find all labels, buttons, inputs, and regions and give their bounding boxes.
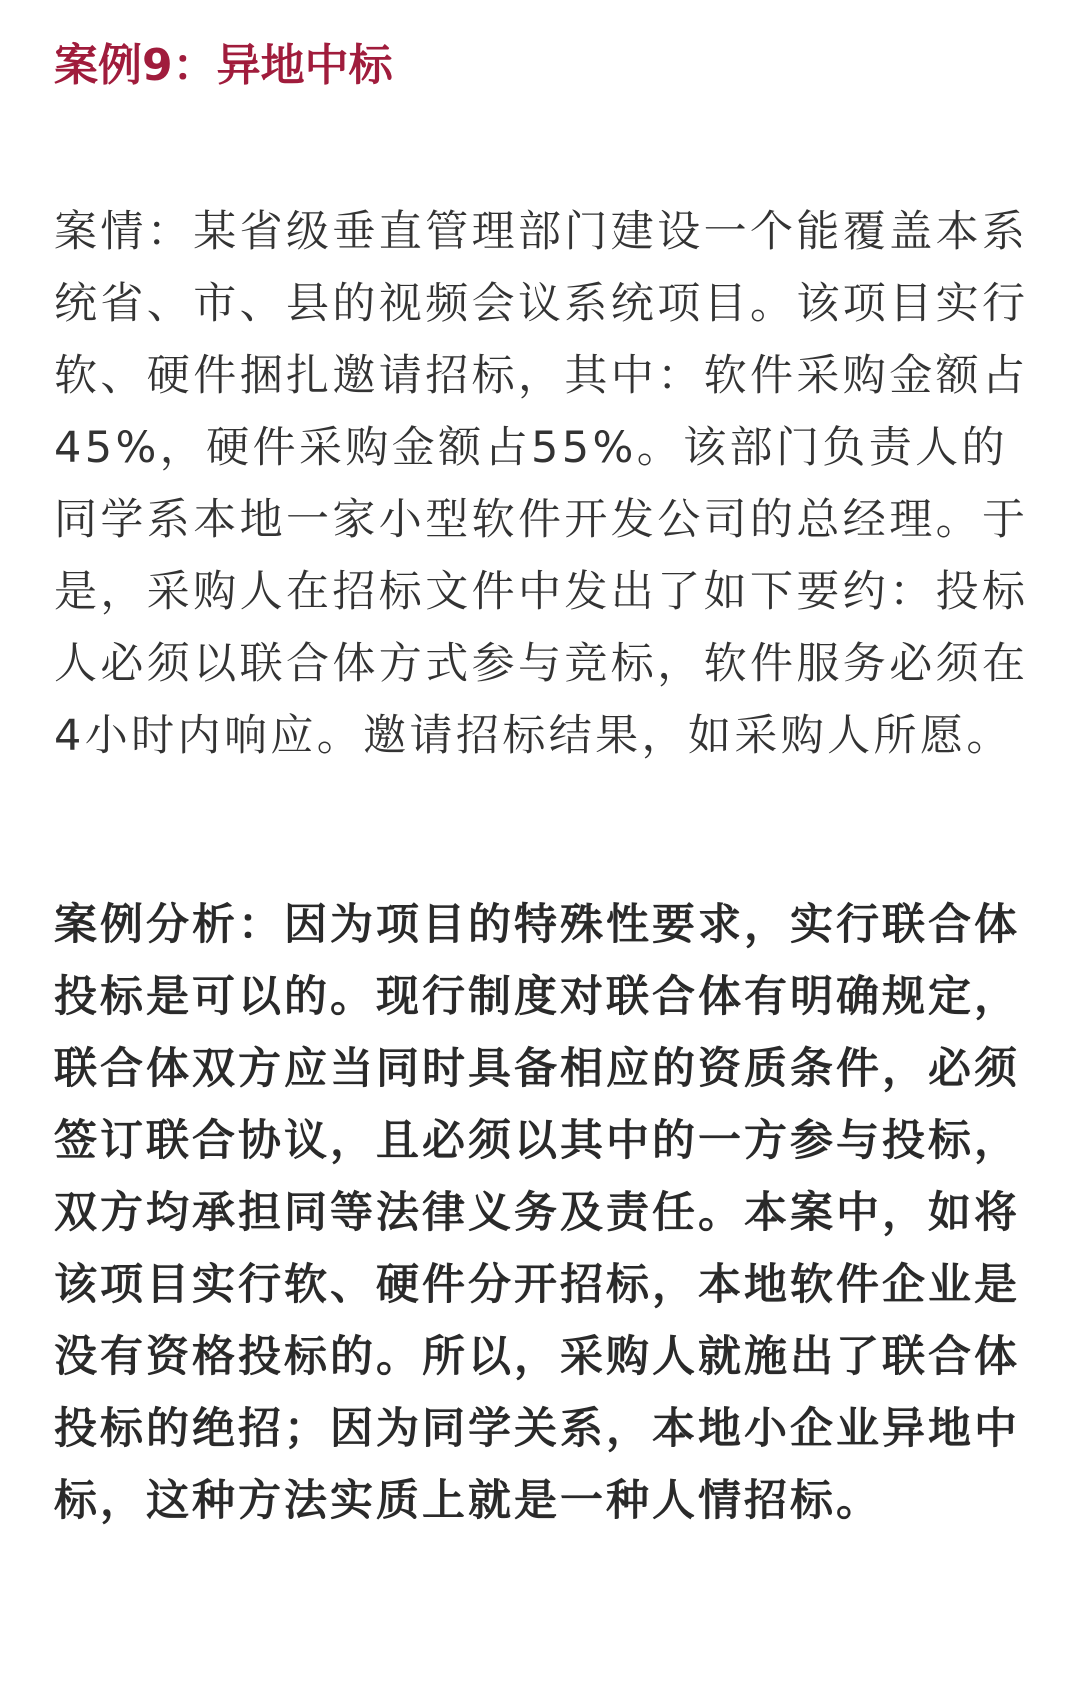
spacer — [54, 98, 1029, 196]
case-title: 案例9：异地中标 — [54, 40, 393, 91]
case-analysis: 案例分析：因为项目的特殊性要求，实行联合体投标是可以的。现行制度对联合体有明确规定，联合体双方应当同时具备相应的资质条件，必须签订联合协议，且必须以其中的一方参与投标，双方均承担同等法律义务及责任。本案中，如将该项目实行软、硬件分开招标，本地软件企业是没有资格投标的。所以，采购人就施出了联合体投标的绝招；因为同学关系，本地小企业异地中标，这种方法实质上就是一种人情招标。 — [54, 900, 1020, 1526]
case-description: 案情：某省级垂直管理部门建设一个能覆盖本系统省、市、县的视频会议系统项目。该项目实行软、硬件捆扎邀请招标，其中：软件采购金额占45%，硬件采购金额占55%。该部门负责人的同学系本地一家小型软件开发公司的总经理。于是，采购人在招标文件中发出了如下要约：投标人必须以联合体方式参与竞标，软件服务必须在4小时内响应。邀请招标结果，如采购人所愿。 — [54, 207, 1029, 761]
article — [54, 34, 1029, 1537]
spacer — [54, 772, 1029, 889]
